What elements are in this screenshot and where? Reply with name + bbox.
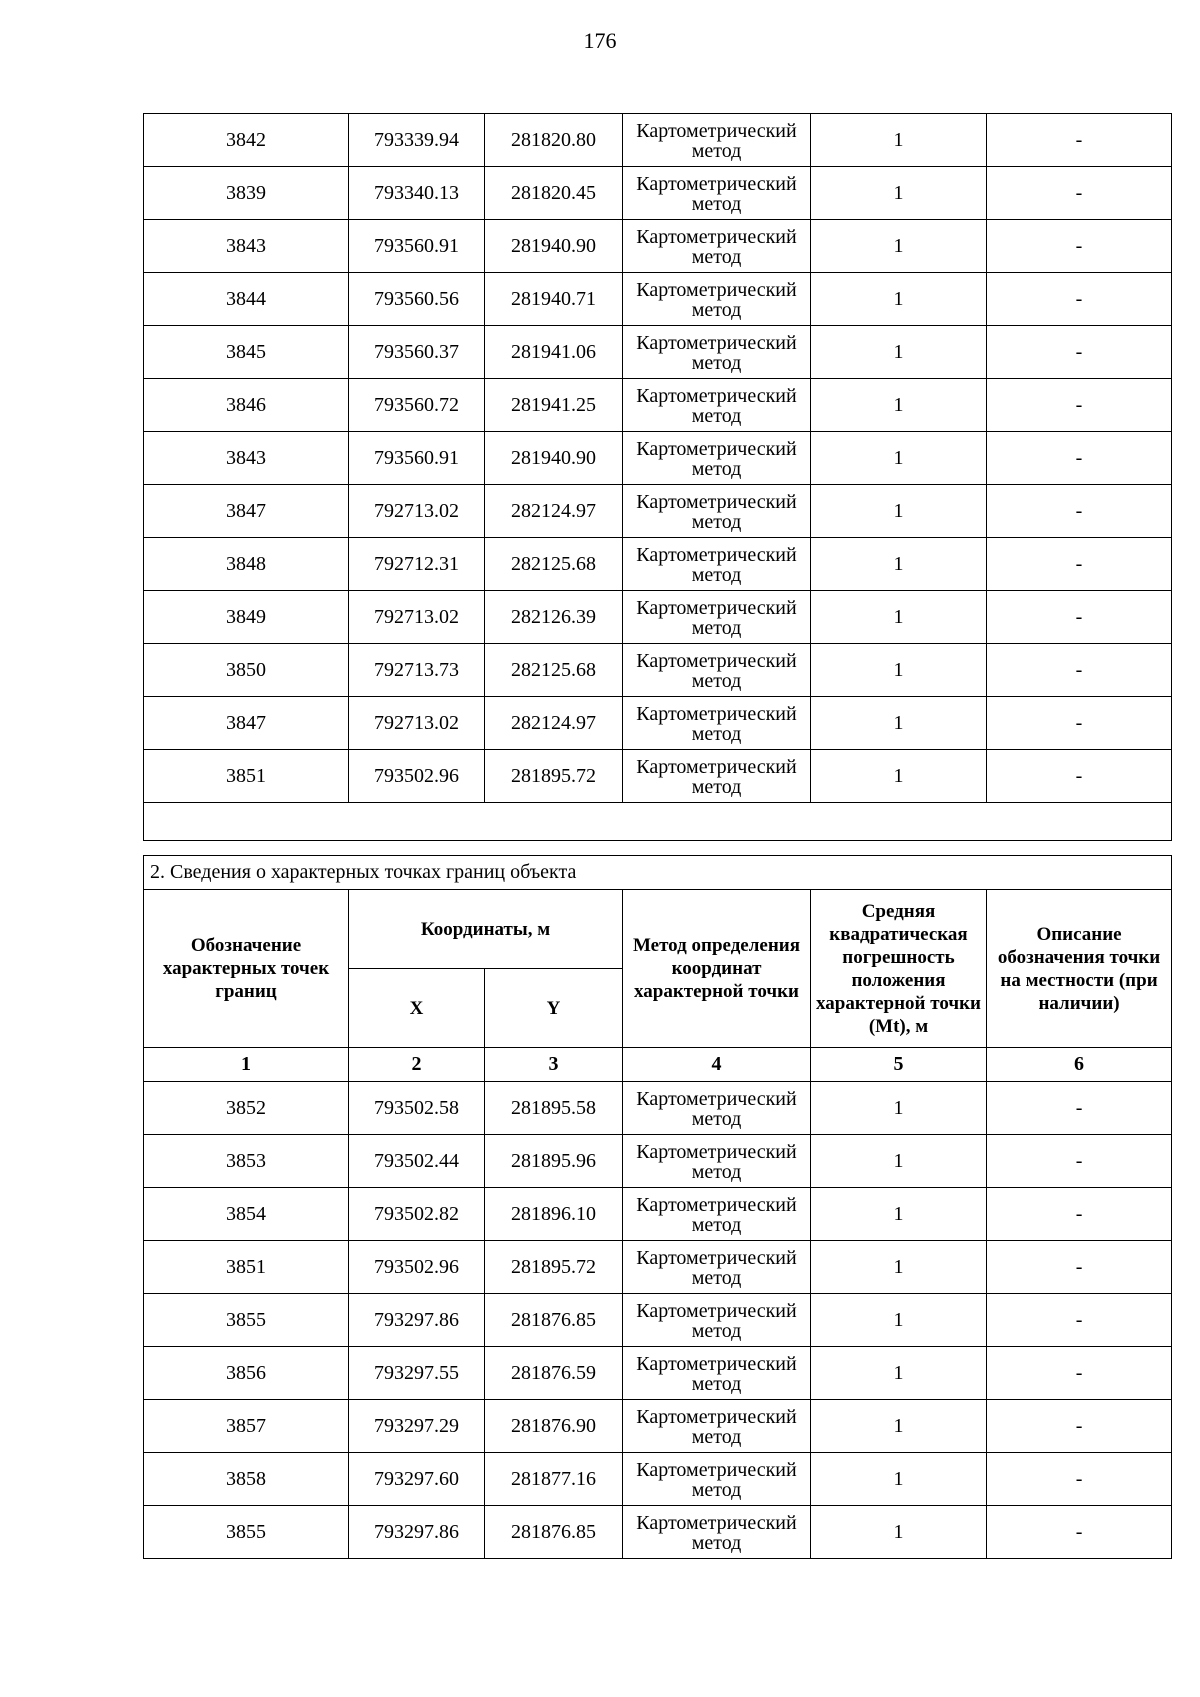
col-number: 1 [144, 1048, 349, 1082]
method-cell: Картометрический метод [623, 1082, 811, 1135]
y-coordinate-cell: 281896.10 [485, 1188, 623, 1241]
method-cell: Картометрический метод [623, 750, 811, 803]
header-mt: Средняя квадратическая погрешность положения характерной точки (Mt), м [811, 890, 987, 1048]
mt-cell: 1 [811, 591, 987, 644]
description-cell: - [987, 114, 1172, 167]
table-row [144, 1453, 1172, 1506]
y-coordinate-cell: 281940.90 [485, 220, 623, 273]
y-coordinate-cell: 281895.72 [485, 750, 623, 803]
mt-cell: 1 [811, 697, 987, 750]
method-cell: Картометрический метод [623, 220, 811, 273]
point-id-cell: 3839 [144, 167, 349, 220]
mt-cell: 1 [811, 538, 987, 591]
y-coordinate-cell: 281876.85 [485, 1294, 623, 1347]
table2-body [144, 1082, 1172, 1559]
method-cell: Картометрический метод [623, 432, 811, 485]
x-coordinate-cell: 793560.72 [349, 379, 485, 432]
point-id-cell: 3847 [144, 485, 349, 538]
table-row [144, 432, 1172, 485]
x-coordinate-cell: 793297.60 [349, 1453, 485, 1506]
y-coordinate-cell: 281940.90 [485, 432, 623, 485]
y-coordinate-cell: 282124.97 [485, 697, 623, 750]
table-row [144, 1506, 1172, 1559]
x-coordinate-cell: 793560.91 [349, 432, 485, 485]
y-coordinate-cell: 281895.58 [485, 1082, 623, 1135]
empty-cell [144, 803, 1172, 841]
point-id-cell: 3852 [144, 1082, 349, 1135]
table-row [144, 167, 1172, 220]
description-cell: - [987, 326, 1172, 379]
header-method: Метод определения координат характерной точки [623, 890, 811, 1048]
method-cell: Картометрический метод [623, 326, 811, 379]
col-number: 3 [485, 1048, 623, 1082]
point-id-cell: 3851 [144, 750, 349, 803]
x-coordinate-cell: 793560.56 [349, 273, 485, 326]
y-coordinate-cell: 281895.72 [485, 1241, 623, 1294]
table-row [144, 1241, 1172, 1294]
y-coordinate-cell: 282125.68 [485, 538, 623, 591]
x-coordinate-cell: 793502.44 [349, 1135, 485, 1188]
x-coordinate-cell: 793502.96 [349, 1241, 485, 1294]
mt-cell: 1 [811, 750, 987, 803]
mt-cell: 1 [811, 1400, 987, 1453]
table-row [144, 485, 1172, 538]
mt-cell: 1 [811, 114, 987, 167]
description-cell: - [987, 591, 1172, 644]
x-coordinate-cell: 793502.96 [349, 750, 485, 803]
point-id-cell: 3845 [144, 326, 349, 379]
description-cell: - [987, 1241, 1172, 1294]
point-id-cell: 3854 [144, 1188, 349, 1241]
description-cell: - [987, 1082, 1172, 1135]
header-coords: Координаты, м [349, 890, 623, 969]
x-coordinate-cell: 793339.94 [349, 114, 485, 167]
col-number: 4 [623, 1048, 811, 1082]
y-coordinate-cell: 281877.16 [485, 1453, 623, 1506]
method-cell: Картометрический метод [623, 591, 811, 644]
x-coordinate-cell: 792713.02 [349, 485, 485, 538]
table-row [144, 273, 1172, 326]
y-coordinate-cell: 281895.96 [485, 1135, 623, 1188]
method-cell: Картометрический метод [623, 697, 811, 750]
point-id-cell: 3847 [144, 697, 349, 750]
x-coordinate-cell: 792713.73 [349, 644, 485, 697]
x-coordinate-cell: 793560.37 [349, 326, 485, 379]
x-coordinate-cell: 793297.86 [349, 1506, 485, 1559]
x-coordinate-cell: 793297.55 [349, 1347, 485, 1400]
table-row [144, 591, 1172, 644]
point-id-cell: 3843 [144, 220, 349, 273]
method-cell: Картометрический метод [623, 1188, 811, 1241]
col-number: 5 [811, 1048, 987, 1082]
point-id-cell: 3858 [144, 1453, 349, 1506]
table-row [144, 750, 1172, 803]
mt-cell: 1 [811, 220, 987, 273]
table-caption: 2. Сведения о характерных точках границ объекта [144, 856, 1172, 890]
point-id-cell: 3844 [144, 273, 349, 326]
header-point: Обозначение характерных точек границ [144, 890, 349, 1048]
y-coordinate-cell: 281876.59 [485, 1347, 623, 1400]
description-cell: - [987, 1188, 1172, 1241]
description-cell: - [987, 644, 1172, 697]
description-cell: - [987, 485, 1172, 538]
table-row [144, 114, 1172, 167]
table-row [144, 538, 1172, 591]
method-cell: Картометрический метод [623, 1506, 811, 1559]
y-coordinate-cell: 282124.97 [485, 485, 623, 538]
mt-cell: 1 [811, 1082, 987, 1135]
method-cell: Картометрический метод [623, 1135, 811, 1188]
y-coordinate-cell: 281941.06 [485, 326, 623, 379]
col-number: 2 [349, 1048, 485, 1082]
description-cell: - [987, 1294, 1172, 1347]
description-cell: - [987, 697, 1172, 750]
x-coordinate-cell: 793297.29 [349, 1400, 485, 1453]
table-row [144, 644, 1172, 697]
method-cell: Картометрический метод [623, 167, 811, 220]
col-number: 6 [987, 1048, 1172, 1082]
point-id-cell: 3851 [144, 1241, 349, 1294]
method-cell: Картометрический метод [623, 1400, 811, 1453]
mt-cell: 1 [811, 1506, 987, 1559]
table-row [144, 1135, 1172, 1188]
mt-cell: 1 [811, 379, 987, 432]
y-coordinate-cell: 281876.85 [485, 1506, 623, 1559]
table-row [144, 1347, 1172, 1400]
page-number: 176 [583, 28, 617, 53]
x-coordinate-cell: 792712.31 [349, 538, 485, 591]
table1-body [144, 114, 1172, 803]
header-row [144, 890, 1172, 969]
x-coordinate-cell: 792713.02 [349, 591, 485, 644]
point-id-cell: 3843 [144, 432, 349, 485]
table-row [144, 697, 1172, 750]
method-cell: Картометрический метод [623, 273, 811, 326]
table-row [144, 220, 1172, 273]
method-cell: Картометрический метод [623, 1241, 811, 1294]
description-cell: - [987, 1453, 1172, 1506]
point-id-cell: 3857 [144, 1400, 349, 1453]
y-coordinate-cell: 281820.80 [485, 114, 623, 167]
point-id-cell: 3855 [144, 1294, 349, 1347]
point-id-cell: 3842 [144, 114, 349, 167]
empty-row [144, 803, 1172, 841]
description-cell: - [987, 167, 1172, 220]
mt-cell: 1 [811, 1453, 987, 1506]
mt-cell: 1 [811, 167, 987, 220]
x-coordinate-cell: 793560.91 [349, 220, 485, 273]
table-row [144, 326, 1172, 379]
mt-cell: 1 [811, 1241, 987, 1294]
mt-cell: 1 [811, 1135, 987, 1188]
mt-cell: 1 [811, 1188, 987, 1241]
mt-cell: 1 [811, 326, 987, 379]
description-cell: - [987, 379, 1172, 432]
method-cell: Картометрический метод [623, 1453, 811, 1506]
description-cell: - [987, 538, 1172, 591]
mt-cell: 1 [811, 644, 987, 697]
y-coordinate-cell: 281876.90 [485, 1400, 623, 1453]
column-number-row [144, 1048, 1172, 1082]
boundary-points-table [143, 855, 1172, 1559]
table-row [144, 1188, 1172, 1241]
mt-cell: 1 [811, 432, 987, 485]
description-cell: - [987, 432, 1172, 485]
y-coordinate-cell: 281820.45 [485, 167, 623, 220]
point-id-cell: 3853 [144, 1135, 349, 1188]
table-row [144, 1082, 1172, 1135]
table-row [144, 1400, 1172, 1453]
header-y: Y [485, 969, 623, 1048]
point-id-cell: 3849 [144, 591, 349, 644]
description-cell: - [987, 1135, 1172, 1188]
y-coordinate-cell: 282125.68 [485, 644, 623, 697]
method-cell: Картометрический метод [623, 485, 811, 538]
method-cell: Картометрический метод [623, 644, 811, 697]
x-coordinate-cell: 793502.58 [349, 1082, 485, 1135]
point-id-cell: 3856 [144, 1347, 349, 1400]
boundary-points-table-continued [143, 113, 1172, 841]
header-desc: Описание обозначения точки на местности (при наличии) [987, 890, 1172, 1048]
y-coordinate-cell: 281941.25 [485, 379, 623, 432]
point-id-cell: 3855 [144, 1506, 349, 1559]
method-cell: Картометрический метод [623, 114, 811, 167]
description-cell: - [987, 1347, 1172, 1400]
mt-cell: 1 [811, 1347, 987, 1400]
mt-cell: 1 [811, 1294, 987, 1347]
description-cell: - [987, 220, 1172, 273]
description-cell: - [987, 1506, 1172, 1559]
method-cell: Картометрический метод [623, 538, 811, 591]
method-cell: Картометрический метод [623, 379, 811, 432]
table-caption-row [144, 856, 1172, 890]
x-coordinate-cell: 793340.13 [349, 167, 485, 220]
method-cell: Картометрический метод [623, 1294, 811, 1347]
description-cell: - [987, 750, 1172, 803]
mt-cell: 1 [811, 485, 987, 538]
point-id-cell: 3850 [144, 644, 349, 697]
header-x: X [349, 969, 485, 1048]
point-id-cell: 3848 [144, 538, 349, 591]
table-row [144, 1294, 1172, 1347]
x-coordinate-cell: 793502.82 [349, 1188, 485, 1241]
table-row [144, 379, 1172, 432]
x-coordinate-cell: 793297.86 [349, 1294, 485, 1347]
y-coordinate-cell: 281940.71 [485, 273, 623, 326]
point-id-cell: 3846 [144, 379, 349, 432]
mt-cell: 1 [811, 273, 987, 326]
x-coordinate-cell: 792713.02 [349, 697, 485, 750]
description-cell: - [987, 273, 1172, 326]
y-coordinate-cell: 282126.39 [485, 591, 623, 644]
description-cell: - [987, 1400, 1172, 1453]
method-cell: Картометрический метод [623, 1347, 811, 1400]
